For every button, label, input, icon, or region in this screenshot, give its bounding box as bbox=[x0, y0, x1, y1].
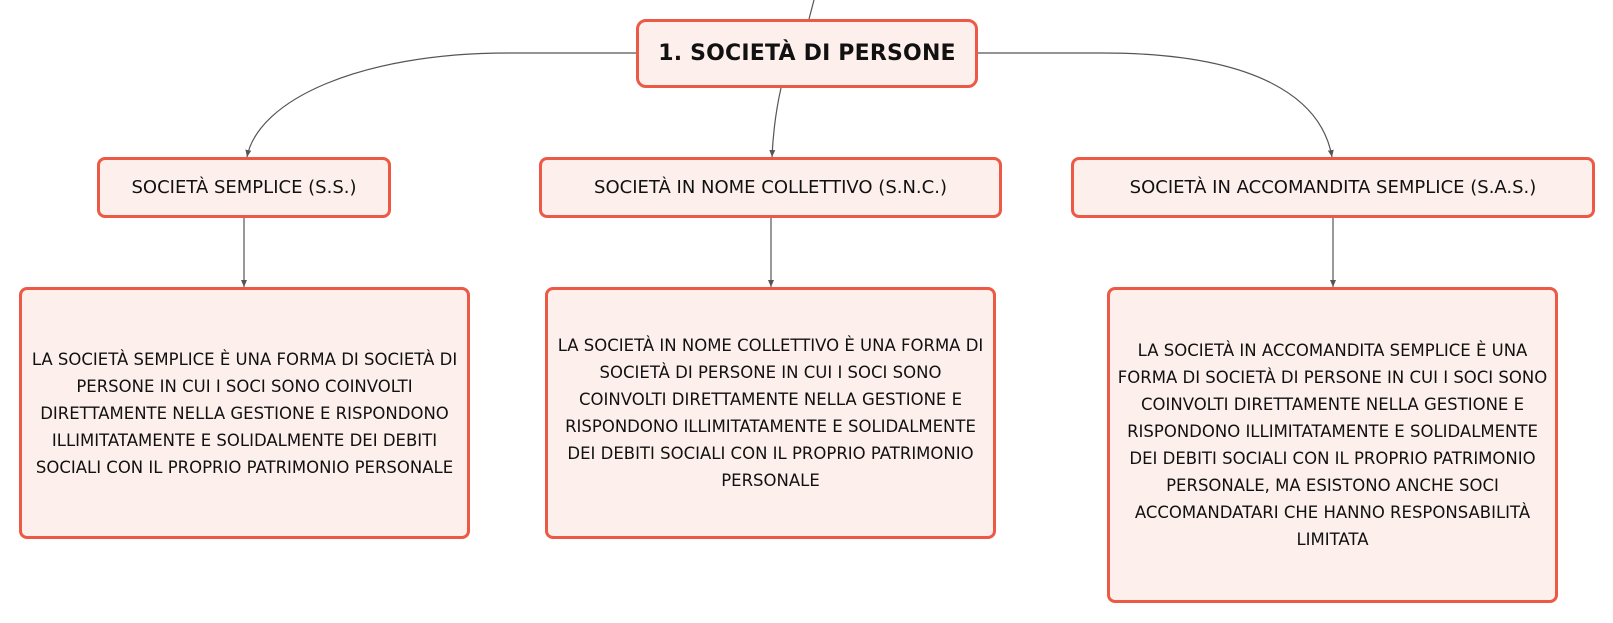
topic-node-societa-semplice[interactable] bbox=[97, 157, 391, 218]
description-text-societa-accomandita-semplice: LA SOCIETÀ IN ACCOMANDITA SEMPLICE È UNA FORMA DI SOCIETÀ DI PERSONE IN CUI I SOCI SONO COINVOLTI DIRETTAMENTE NELLA GESTIONE E RISPONDONO ILLIMITATAMENTE E SOLIDALMENTE DEI DEBITI SOCIALI CON IL PROPRIO PATRIMONIO PERSONALE, MA ESISTONO ANCHE SOCI ACCOMANDATARI CHE HANNO RESPONSABILITÀ LIMITATA bbox=[1117, 341, 1548, 549]
topic-node-societa-accomandita-semplice[interactable] bbox=[1071, 157, 1595, 218]
connector-root-to-snc bbox=[772, 88, 781, 157]
connector-parent-to-root bbox=[809, 0, 814, 19]
description-node-societa-semplice[interactable] bbox=[19, 287, 470, 539]
description-node-societa-accomandita-semplice[interactable] bbox=[1107, 287, 1558, 603]
root-topic-label: 1. SOCIETÀ DI PERSONE bbox=[658, 41, 956, 66]
description-node-societa-nome-collettivo[interactable] bbox=[545, 287, 996, 539]
topic-label-societa-accomandita-semplice: SOCIETÀ IN ACCOMANDITA SEMPLICE (S.A.S.) bbox=[1129, 177, 1537, 198]
connector-root-to-sas bbox=[978, 53, 1332, 157]
topic-node-societa-nome-collettivo[interactable] bbox=[539, 157, 1002, 218]
connector-root-to-ss bbox=[247, 53, 636, 157]
description-text-societa-semplice: LA SOCIETÀ SEMPLICE È UNA FORMA DI SOCIETÀ DI PERSONE IN CUI I SOCI SONO COINVOLTI DIRETTAMENTE NELLA GESTIONE E RISPONDONO ILLIMITATAMENTE E SOLIDALMENTE DEI DEBITI SOCIALI CON IL PROPRIO PATRIMONIO PERSONALE bbox=[31, 349, 458, 477]
root-topic-node[interactable] bbox=[636, 19, 978, 88]
topic-label-societa-semplice: SOCIETÀ SEMPLICE (S.S.) bbox=[131, 177, 357, 198]
topic-label-societa-nome-collettivo: SOCIETÀ IN NOME COLLETTIVO (S.N.C.) bbox=[594, 177, 947, 198]
description-text-societa-nome-collettivo: LA SOCIETÀ IN NOME COLLETTIVO È UNA FORMA DI SOCIETÀ DI PERSONE IN CUI I SOCI SONO COINVOLTI DIRETTAMENTE NELLA GESTIONE E RISPONDONO ILLIMITATAMENTE E SOLIDALMENTE DEI DEBITI SOCIALI CON IL PROPRIO PATRIMONIO PERSONALE bbox=[557, 336, 984, 490]
